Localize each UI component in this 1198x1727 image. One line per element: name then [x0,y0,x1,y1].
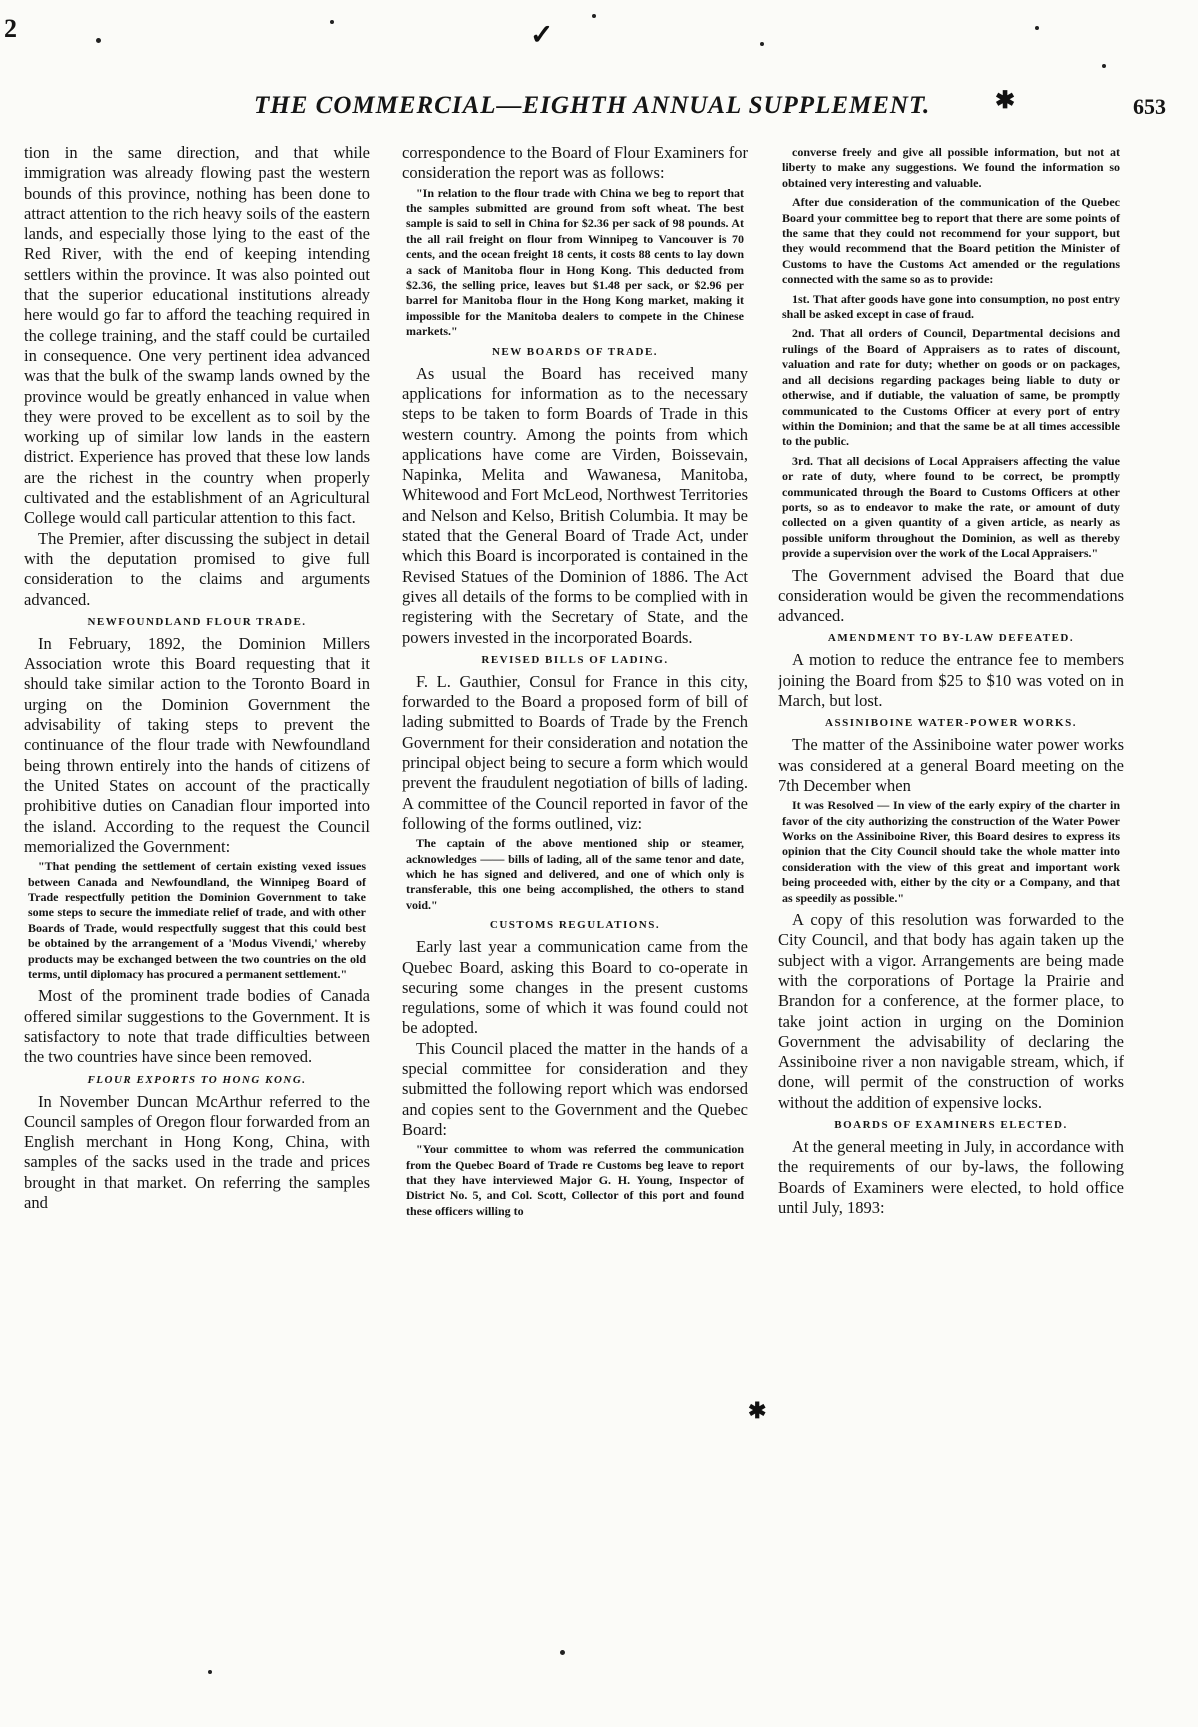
paragraph: This Council placed the matter in the hands of a special committee for consideration and they submitted the following report which was endorsed and copies sent to the Government and the Quebec Board: [402,1038,748,1139]
paragraph: The Premier, after discussing the subject in detail with the deputation promised to give full consideration to the claims and arguments advanced. [24,528,370,609]
quoted-text: converse freely and give all possible information, but not at liberty to make any suggestions. We found the information so obtained very interesting and valuable. [782,145,1120,190]
ink-speck [330,20,334,24]
section-heading: NEW BOARDS OF TRADE. [491,345,659,358]
paragraph: A motion to reduce the entrance fee to members joining the Board from $25 to $10 was voted on in March, but lost. [778,650,1124,711]
paragraph: tion in the same direction, and that while immigration was already flowing past the western bounds of this province, nothing has been done to attract attention to the rich heavy soils of the eastern lands, and especially those lying to the east of the Red River, with the end of keeping intending settlers within the province. It was also pointed out that the superior educational institutions already here would go far to afford the teaching required in the college training, and the staff could be curtailed in consequence. One very pertinent idea advanced was that the bulk of the swamp lands owned by the province would be greatly enhanced in value when they were proved to be excellent as to soil by the working up of similar low lands in the eastern district. Experience has proved that these low lands are the richest in the country when properly cultivated and the establishment of an Agricultural College would call particular attention to this fact. [24,143,370,528]
quoted-text: The captain of the above mentioned ship or steamer, acknowledges —— bills of lading, all of the same tenor and date, which he has signed and delivered, and one of which only is transferable, this one being accomplished, the others to stand void." [406,836,744,912]
section-heading: CUSTOMS REGULATIONS. [489,919,661,932]
section-heading: NEWFOUNDLAND FLOUR TRADE. [87,615,307,628]
ink-speck [1035,26,1039,30]
page-title: THE COMMERCIAL—EIGHTH ANNUAL SUPPLEMENT. [254,92,931,119]
paragraph: correspondence to the Board of Flour Examiners for consideration the report was as follows: [402,143,748,183]
page-number: 653 [1133,94,1166,119]
paragraph: F. L. Gauthier, Consul for France in this city, forwarded to the Board a proposed form of bill of lading submitted to Boards of Trade by the French Government for their consideration and notation the principal object being to secure a form which would prevent the fraudulent negotiation of bills of lading. A committee of the Council reported in favor of the following of the forms outlined, viz: [402,671,748,833]
column-1 [24,143,370,1703]
paragraph: The matter of the Assiniboine water power works was considered at a general Board meeting on the 7th December when [778,735,1124,795]
ink-mark: ✱ [995,88,1016,114]
column-2 [402,143,748,1703]
ink-mark: ✱ [748,1398,767,1423]
paragraph: A copy of this resolution was forwarded to the City Council, and that body has again taken up the subject with a vigor. Arrangements are being made with the corporations of Portage la Prairie and Brandon for a conference, at the former place, to take joint action in urging on the Dominion Government the advisability of declaring the Assiniboine river a non navigable stream, which, if done, will permit of the construction of works without the addition of expensive locks. [778,910,1124,1112]
ink-speck [208,1670,212,1674]
ink-speck [760,42,764,46]
paragraph: As usual the Board has received many applications for information as to the necessary steps to be taken to form Boards of Trade in this western country. Among the points from which applications have come are Virden, Boissevain, Napinka, Melita and Wawanesa, Manitoba, Whitewood and Fort McLeod, Northwest Territories and Nelson and Kelso, British Columbia. It may be stated that the General Board of Trade Act, under which this Board is incorporated is contained in the Revised Statues of the Dominion of 1886. The Act gives all details of the forms to be complied with in registering with the Secretary of State, and the powers invested in the incorporated Boards. [402,363,748,647]
paragraph: In November Duncan McArthur referred to the Council samples of Oregon flour forwarded from an English merchant in Hong Kong, China, with samples of the sacks used in the trade and prices brought in that market. On referring the samples and [24,1091,370,1213]
ink-speck [592,14,596,18]
paragraph: Most of the prominent trade bodies of Canada offered similar suggestions to the Government. It is satisfactory to note that trade difficulties between the two countries have since been removed. [24,986,370,1067]
column-3 [778,143,1124,1703]
quoted-text: "That pending the settlement of certain existing vexed issues between Canada and Newfoundland, the Winnipeg Board of Trade respectfully petition the Dominion Government to take some steps to secure the immediate relief of trade, and with other Boards of Trade, would respectfully suggest that this could best be obtained by the arrangement of a 'Modus Vivendi,' whereby products may be exchanged between the two countries on the old terms, until diplomacy has procured a permanent settlement." [28,859,366,981]
quoted-text: "In relation to the flour trade with China we beg to report that the samples submitted are ground from soft wheat. The best sample is said to sell in China for $2.36 per sack of 98 pounds. At the all rail freight on flour from Winnipeg to Vancouver is 70 cents, and the ocean freight 18 cents, it costs 88 cents to lay down a sack of Manitoba flour in Hong Kong. This deducted from $2.36, the selling price, leaves but $1.48 per sack, or $2.96 per barrel for Manitoba flour in the Hong Kong market, making it impossible for the Manitoba dealers to compete in the Chinese markets." [406,185,744,339]
quoted-text: 2nd. That all orders of Council, Departmental decisions and rulings of the Board of Appraisers as to rates of discount, valuation and rate for duty; whether on goods or on packages, and all decisions regarding packages being liable to duty or otherwise, and if dutiable, the valuation of same, be promptly communicated to the Customs Officer at every port of entry within the Dominion; and that the same be at all times accessible to the public. [782,326,1120,449]
quoted-text: 3rd. That all decisions of Local Appraisers affecting the value or rate of duty, where found to be correct, be promptly communicated through the Board to Customs Officers at other ports, so as to endeavor to make the rate, or amount of duty collected on a given quantity of a given article, as nearly as possible uniform throughout the Dominion, as well as thereby provide a supervision over the work of the Local Appraisers." [782,453,1120,561]
section-heading: BOARDS OF EXAMINERS ELECTED. [834,1119,1068,1132]
quoted-text: After due consideration of the communication of the Quebec Board your committee beg to report that there are some points of the same that they could not recommend for your support, but they would recommend that the Board petition the Minister of Customs to have the Customs Act amended or the regulations connected with the same so as to provide: [782,195,1120,287]
quoted-text: It was Resolved — In view of the early expiry of the charter in favor of the city authorizing the construction of the Water Power Works on the Assiniboine River, this Board desires to express its opinion that the City Council should take the whole matter into consideration with the view of this great and important work being proceeded with, either by the city or a Company, and that as speedily as possible." [782,798,1120,905]
section-heading: ASSINIBOINE WATER-POWER WORKS. [825,717,1077,730]
ink-mark: ✓ [530,20,554,51]
paragraph: In February, 1892, the Dominion Millers Association wrote this Board requesting that it should take similar action to the Toronto Board in urging on the Dominion Government the advisability of taking steps to prevent the continuance of the flour trade with Newfoundland being thrown entirely into the hands of citizens of the United States on account of the practically prohibitive duties on Canadian flour imported into the island. According to the request the Council memorialized the Government: [24,633,370,856]
paragraph: The Government advised the Board that due consideration would be given the recommendations advanced. [778,565,1124,626]
section-heading: AMENDMENT TO BY-LAW DEFEATED. [827,632,1075,645]
paragraph: Early last year a communication came from the Quebec Board, asking this Board to co-operate in securing some changes in the present customs regulations, some of which it was found could not be adopted. [402,937,748,1038]
paragraph: At the general meeting in July, in accordance with the requirements of our by-laws, the following Boards of Examiners were elected, to hold office until July, 1893: [778,1137,1124,1217]
quoted-text: 1st. That after goods have gone into consumption, no post entry shall be asked except in case of fraud. [782,291,1120,322]
margin-mark: 2 [4,14,17,43]
ink-speck [1102,64,1106,68]
section-heading: FLOUR EXPORTS TO HONG KONG. [87,1073,307,1086]
section-heading: REVISED BILLS OF LADING. [481,653,669,666]
ink-speck [96,38,101,43]
ink-speck [560,1650,565,1655]
quoted-text: "Your committee to whom was referred the communication from the Quebec Board of Trade re Customs beg leave to report that they have interviewed Major G. H. Young, Inspector of District No. 5, and Col. Scott, Collector of this port and found these officers willing to [406,1142,744,1218]
